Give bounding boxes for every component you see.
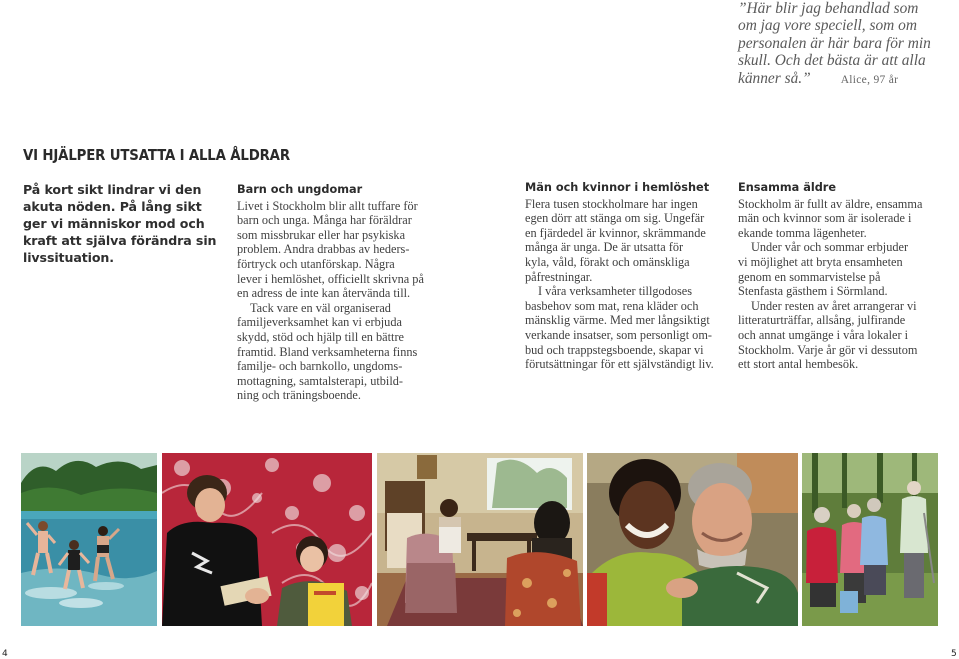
text-line: problem. Andra drabbas av heders- [237, 242, 410, 257]
text-line: I våra verksamheter tillgodoses [538, 284, 692, 299]
column-title: Män och kvinnor i hemlöshet [525, 181, 710, 194]
intro-text [23, 181, 223, 266]
text-line: skydd, stöd och hjälp till en bättre [237, 329, 405, 344]
photo-elderly-outdoors [802, 453, 938, 626]
photo-living-room [377, 453, 583, 626]
text-line: män och kvinnor som är isolerade i [738, 211, 912, 226]
quote-line: känner så.” Alice, 97 år [738, 69, 899, 87]
photo-children-swimming [21, 453, 157, 626]
text-line: Stockholm är fullt av äldre, ensamma [738, 196, 923, 211]
column-homeless [525, 181, 730, 372]
text-line: egen dörr att stänga om sig. Ungefär [525, 211, 705, 226]
text-line: förtryck och utanförskap. Några [237, 256, 395, 271]
text-line: Tack vare en väl organiserad [250, 300, 391, 315]
text-line: mottagning, samtalsterapi, utbild- [237, 373, 403, 388]
quote-line: ”Här blir jag behandlad som [738, 0, 919, 17]
testimonial-quote [738, 0, 956, 89]
column-children-youth [237, 183, 447, 403]
column-elderly [738, 181, 943, 372]
text-line: många är unga. De är utsatta för [525, 240, 684, 255]
text-line: familjeverksamhet kan vi erbjuda [237, 315, 402, 330]
page-number-right: 5 [951, 649, 957, 659]
text-line: en fjärdedel är kvinnor, skrämmande [525, 225, 706, 240]
text-line: mänsklig värme. Med mer långsiktigt [525, 313, 710, 328]
text-line: påfrestningar. [525, 269, 593, 284]
text-line: och annat umgänge i våra lokaler i [738, 327, 909, 342]
text-line: som missbrukar eller har psykiska [237, 227, 406, 242]
quote-line: om jag vore speciell, som om [738, 17, 917, 35]
text-line: en adress de inte kan återvända till. [237, 286, 411, 301]
text-line: barn och unga. Många har föräldrar [237, 213, 412, 228]
intro-line: akuta nöden. På lång sikt [23, 199, 202, 214]
intro-line: kraft att själva förändra sin [23, 233, 217, 248]
page-number-left: 4 [2, 649, 8, 659]
quote-line: skull. Och det bästa är att alla [738, 52, 926, 70]
quote-signature: Alice, 97 år [840, 73, 899, 86]
text-line: ekande tomma lägenheter. [738, 225, 867, 240]
intro-line: På kort sikt lindrar vi den [23, 182, 202, 197]
text-line: Under vår och sommar erbjuder [751, 240, 909, 255]
text-line: verkande insatser, som personligt om- [525, 327, 712, 342]
intro-line: livssituation. [23, 250, 114, 265]
quote-line: personalen är här bara för min [738, 34, 931, 52]
text-line: Stockholm. Varje år gör vi dessutom [738, 342, 918, 357]
column-title: Barn och ungdomar [237, 183, 363, 196]
text-line: litteraturträffar, allsång, julfirande [738, 313, 906, 328]
text-line: kyla, våld, förakt och omänskliga [525, 254, 690, 269]
text-line: basbehov som mat, rena kläder och [525, 298, 699, 313]
text-line: familje- och barnkollo, ungdoms- [237, 359, 403, 374]
text-line: framtid. Bland verksamheterna finns [237, 344, 418, 359]
intro-line: ger vi människor mod och [23, 216, 205, 231]
text-line: genom en sommarvistelse på [738, 269, 881, 284]
text-line: Livet i Stockholm blir allt tuffare för [237, 198, 418, 213]
text-line: förutsättningar för ett självständigt liv. [525, 357, 714, 372]
text-line: bud och trappstegsboende, skapar vi [525, 342, 704, 357]
column-title: Ensamma äldre [738, 181, 837, 194]
text-line: Under resten av året arrangerar vi [751, 298, 917, 313]
text-line: lever i hemlöshet, officiellt skrivna på [237, 271, 424, 286]
text-line: vi möjlighet att bryta ensamheten [738, 254, 903, 269]
text-line: Stenfasta gästhem i Sörmland. [738, 284, 888, 299]
photo-two-people-smiling [587, 453, 798, 626]
text-line: Flera tusen stockholmare har ingen [525, 196, 698, 211]
photo-teens-reading [162, 453, 372, 626]
text-line: ning och träningsboende. [237, 388, 361, 403]
section-heading: VI HJÄLPER UTSATTA I ALLA ÅLDRAR [23, 146, 290, 164]
text-line: ett stort antal hembesök. [738, 357, 859, 372]
